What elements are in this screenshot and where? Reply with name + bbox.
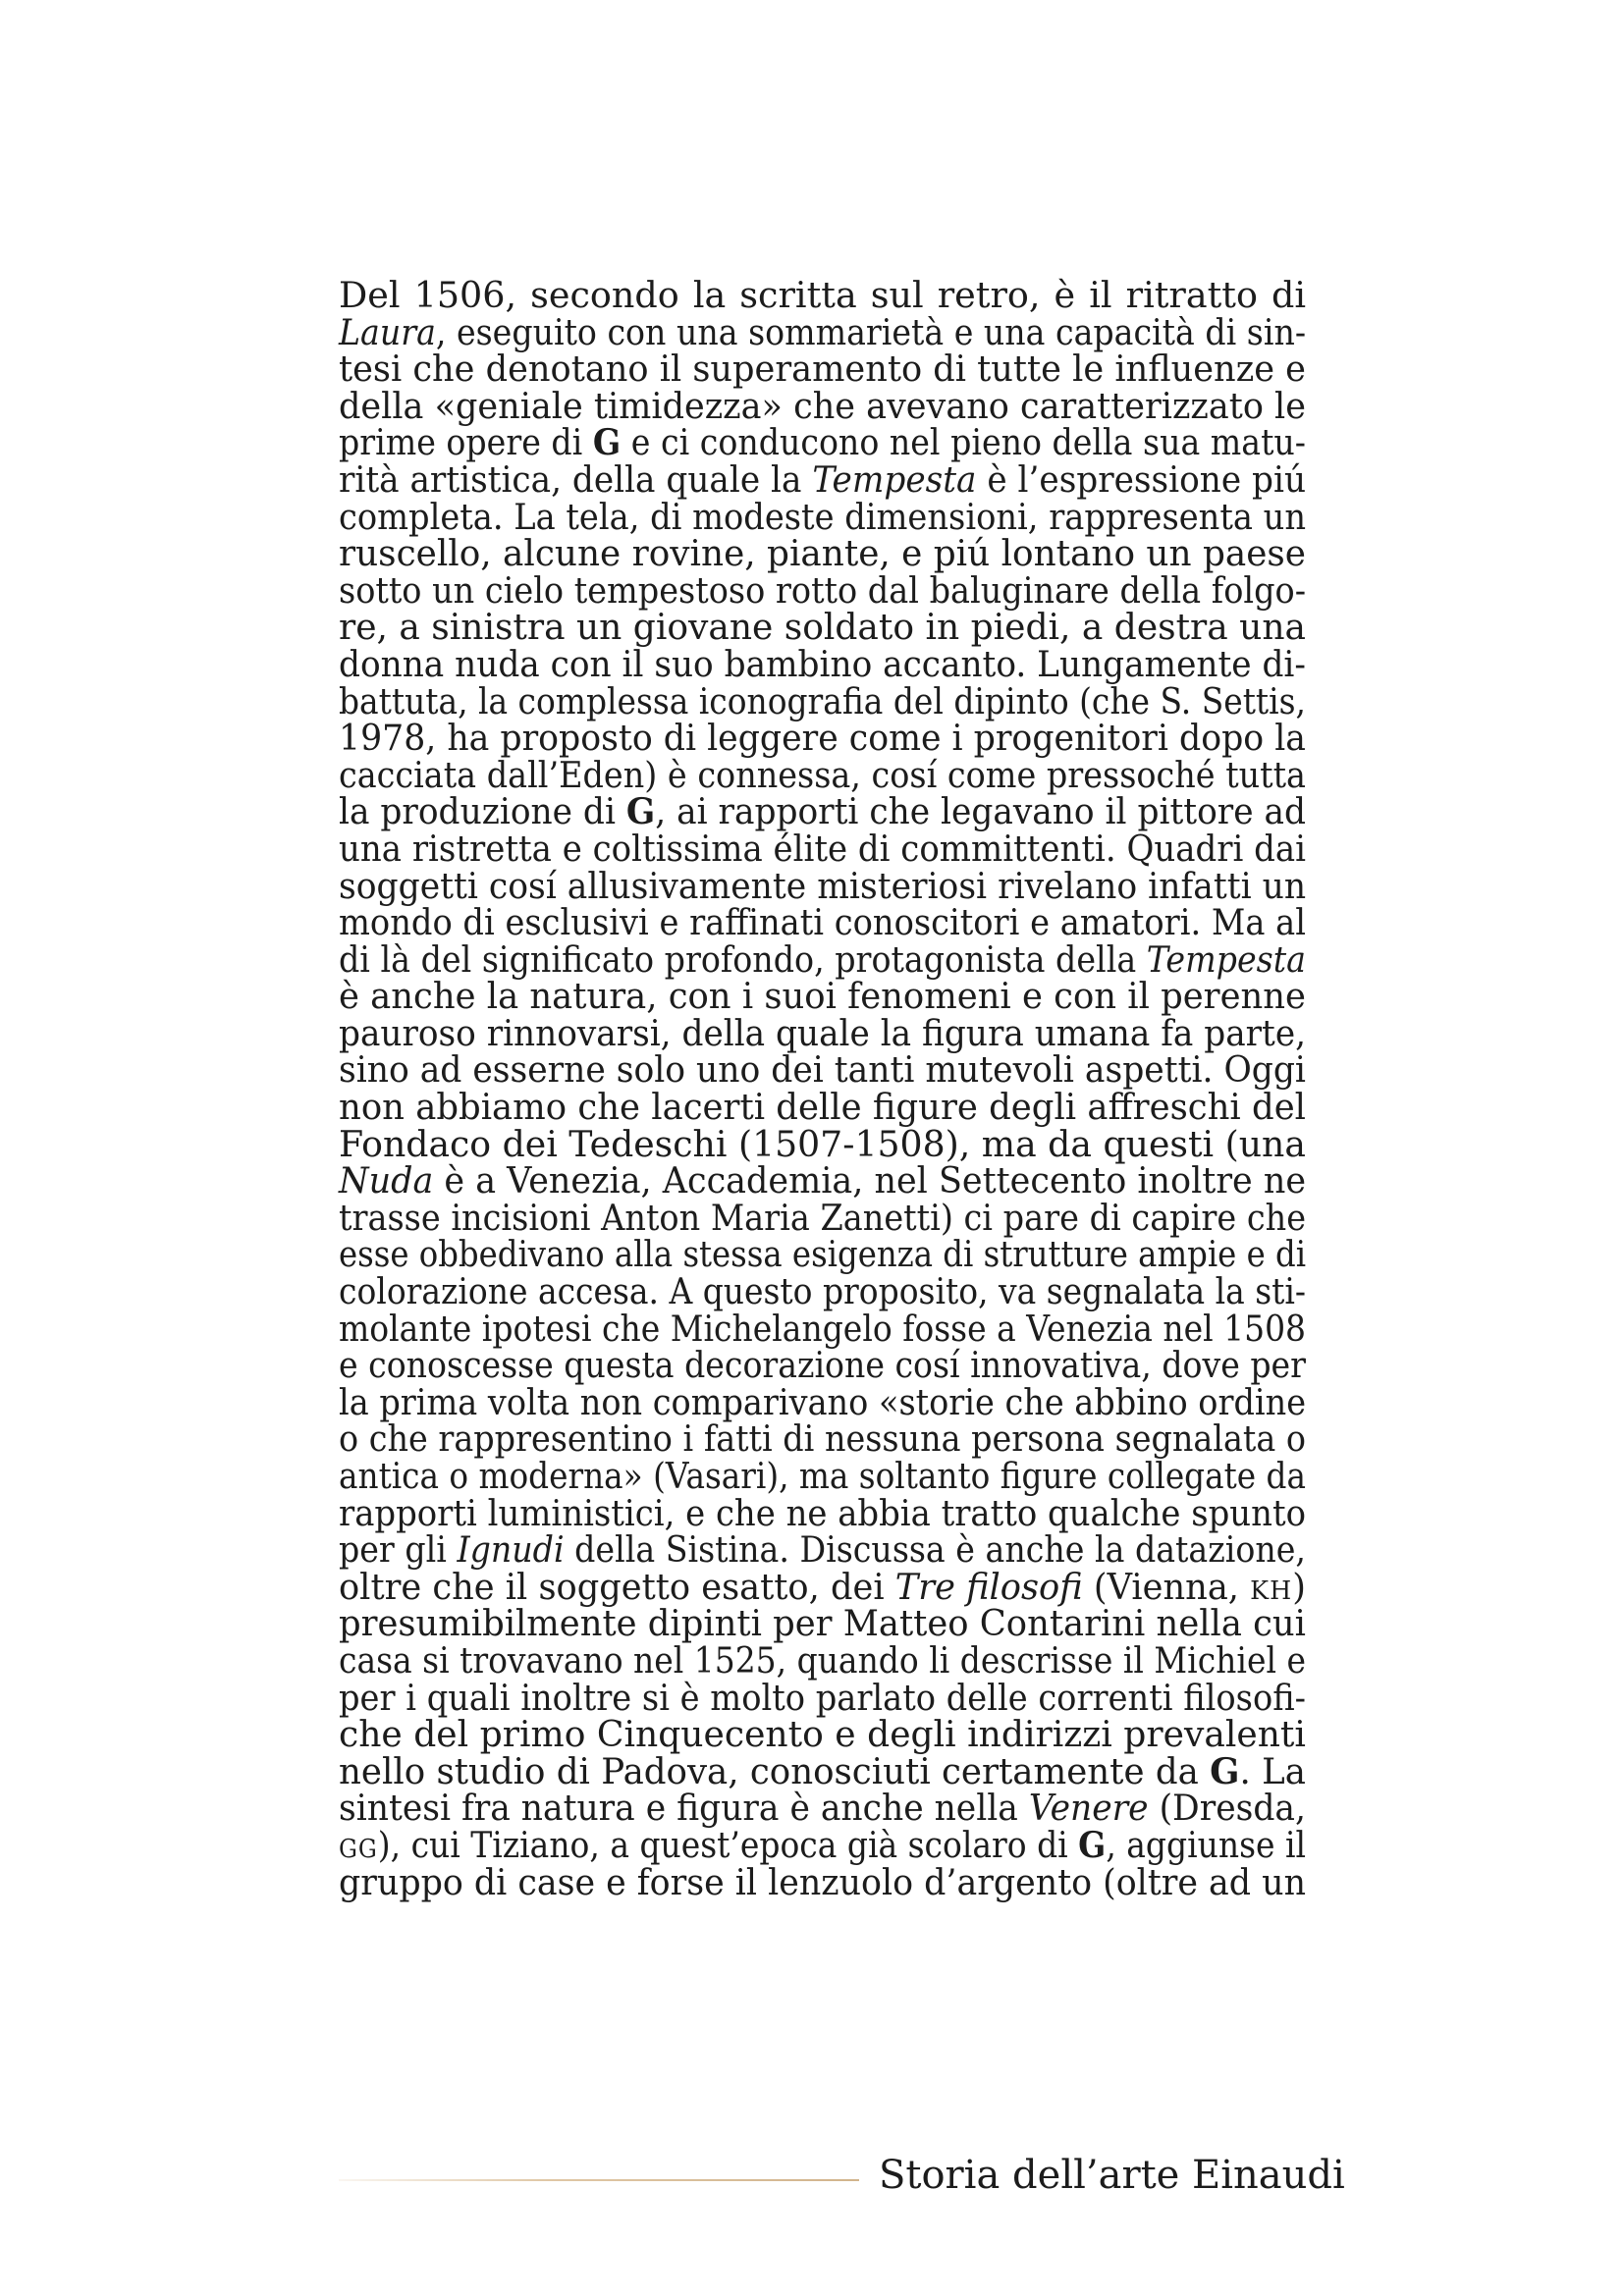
text-line (339, 975, 1306, 1018)
text-line (339, 568, 1307, 612)
text-line (339, 1602, 1306, 1645)
author-initial: G (1078, 1823, 1107, 1866)
text-segment: trasse incisioni Anton Maria Zanetti) ci pare di capire che (339, 1196, 1307, 1239)
text-segment: , aggiunse il (1106, 1823, 1307, 1866)
text-segment: (Dresda, (1148, 1787, 1306, 1830)
text-line (339, 495, 1307, 538)
text-line (339, 1086, 1307, 1129)
text-line (339, 347, 1306, 391)
text-segment: della «geniale timidezza» che avevano caratterizzato le (339, 384, 1306, 427)
text-segment: e ci conducono nel pieno della sua matu- (621, 421, 1307, 464)
text-line (339, 937, 1306, 981)
text-segment: la prima volta non comparivano «storie che abbino ordine (339, 1380, 1307, 1423)
text-segment: è anche la natura, con i suoi fenomeni e con il perenne (339, 975, 1306, 1018)
text-segment: sino ad esserne solo uno dei tanti mutevoli aspetti. Oggi (339, 1048, 1306, 1092)
text-line (339, 1159, 1307, 1202)
text-segment: (Vienna, (1082, 1565, 1251, 1608)
footer-rule (339, 2179, 859, 2181)
text-segment: è a Venezia, Accademia, nel Settecento inoltre ne (433, 1159, 1307, 1202)
text-segment: Fondaco dei Tedeschi (1507-1508), ma da questi (una (339, 1122, 1306, 1165)
text-line (339, 1787, 1306, 1830)
text-segment: cacciata dall’Eden) è connessa, cosí come pressoché tutta (339, 753, 1306, 796)
text-segment: non abbiamo che lacerti delle figure degli affreschi del (339, 1086, 1307, 1129)
text-segment: una ristretta e coltissima élite di committenti. Quadri dai (339, 827, 1307, 870)
author-initial: G (592, 421, 622, 464)
text-segment: soggetti cosí allusivamente misteriosi rivelano infatti un (339, 864, 1307, 907)
italic-title: Tre filosofi (894, 1565, 1083, 1608)
text-segment: molante ipotesi che Michelangelo fosse a Venezia nel 1508 (339, 1307, 1307, 1350)
text-line (339, 1491, 1306, 1534)
text-segment: gruppo di case e forse il lenzuolo d’argento (oltre ad un (339, 1860, 1306, 1903)
text-segment: casa si trovavano nel 1525, quando li descrisse il Michiel e (339, 1638, 1306, 1682)
text-segment: pauroso rinnovarsi, della quale la figura umana fa parte, (339, 1011, 1307, 1054)
text-line (339, 827, 1307, 870)
text-segment: donna nuda con il suo bambino accanto. Lungamente di- (339, 642, 1306, 685)
text-line (339, 1011, 1307, 1054)
text-line (339, 1749, 1306, 1792)
text-segment: rità artistica, della quale la (339, 457, 813, 501)
text-segment: , eseguito con una sommarietà e una capacità di sin- (435, 310, 1307, 353)
italic-title: Venere (1028, 1787, 1149, 1830)
text-segment: ), cui Tiziano, a quest’epoca già scolaro di (377, 1823, 1079, 1866)
text-segment: sintesi fra natura e figura è anche nella (339, 1787, 1029, 1830)
text-line (339, 642, 1306, 685)
text-segment: ruscello, alcune rovine, piante, e piú lontano un paese (339, 532, 1306, 575)
text-line (339, 901, 1306, 944)
text-segment: . La (1239, 1749, 1306, 1792)
text-segment: per i quali inoltre si è molto parlato delle correnti filosofi- (339, 1676, 1307, 1719)
text-line (339, 457, 1307, 501)
text-segment: antica o moderna» (Vasari), ma soltanto figure collegate da (339, 1455, 1306, 1497)
text-line (339, 606, 1306, 649)
text-segment: tesi che denotano il superamento di tutte le influenze e (339, 347, 1306, 391)
text-line (339, 532, 1306, 575)
text-segment: rapporti luministici, e che ne abbia tratto qualche spunto (339, 1491, 1306, 1534)
text-segment: battuta, la complessa iconografia del dipinto (che S. Settis, (339, 679, 1306, 722)
author-initial: G (1210, 1749, 1240, 1792)
italic-title: Laura (339, 310, 436, 353)
text-segment: che del primo Cinquecento e degli indirizzi prevalenti (339, 1713, 1306, 1756)
text-segment: la produzione di (339, 790, 626, 833)
text-line (339, 1713, 1306, 1756)
text-line (339, 310, 1307, 353)
text-segment: re, a sinistra un giovane soldato in piedi, a destra una (339, 606, 1306, 649)
text-segment: oltre che il soggetto esatto, dei (339, 1565, 895, 1608)
text-line (339, 717, 1306, 760)
text-line (339, 1048, 1306, 1092)
text-segment: per gli (339, 1528, 458, 1572)
text-segment: o che rappresentino i fatti di nessuna persona segnalata o (339, 1417, 1306, 1461)
text-segment: completa. La tela, di modeste dimensioni, rappresenta un (339, 495, 1307, 538)
abbreviation: KH (1250, 1575, 1293, 1606)
body-text (339, 274, 1307, 1903)
text-segment: mondo di esclusivi e raffinati conoscitori e amatori. Ma al (339, 901, 1306, 944)
text-segment: colorazione accesa. A questo proposito, va segnalata la sti- (339, 1270, 1307, 1313)
text-line (339, 1196, 1307, 1239)
text-segment: di là del significato profondo, protagonista della (339, 937, 1147, 981)
text-segment: nello studio di Padova, conosciuti certamente da (339, 1749, 1211, 1792)
italic-title: Nuda (339, 1159, 434, 1202)
text-line (339, 1380, 1307, 1423)
text-line (339, 1676, 1307, 1719)
text-line (339, 1823, 1307, 1866)
text-line (339, 790, 1307, 833)
text-line (339, 384, 1306, 427)
author-initial: G (625, 790, 656, 833)
text-line (339, 679, 1306, 722)
text-line (339, 1417, 1306, 1461)
text-segment: prime opere di (339, 421, 593, 464)
text-segment: e conoscesse questa decorazione cosí innovativa, dove per (339, 1344, 1307, 1387)
text-line (339, 1307, 1307, 1350)
text-segment: presumibilmente dipinti per Matteo Contarini nella cui (339, 1602, 1306, 1645)
text-line (339, 1344, 1307, 1387)
text-line (339, 1565, 1306, 1608)
text-segment: della Sistina. Discussa è anche la datazione, (564, 1528, 1307, 1572)
text-line (339, 421, 1307, 464)
text-segment: esse obbedivano alla stessa esigenza di strutture ampie e di (339, 1233, 1307, 1276)
abbreviation: GG (339, 1834, 378, 1864)
text-segment: Del 1506, secondo la scritta sul retro, è il ritratto di (339, 274, 1307, 316)
text-segment: 1978, ha proposto di leggere come i progenitori dopo la (339, 717, 1306, 760)
text-line (339, 1528, 1307, 1572)
italic-title: Tempesta (812, 457, 977, 501)
text-segment: , ai rapporti che legavano il pittore ad (655, 790, 1307, 833)
text-line (339, 1455, 1306, 1497)
text-segment: è l’espressione piú (976, 457, 1307, 501)
text-line (339, 1270, 1307, 1313)
text-line (339, 1860, 1306, 1903)
footer-title: Storia dell’arte Einaudi (879, 2153, 1345, 2198)
text-segment: sotto un cielo tempestoso rotto dal baluginare della folgo- (339, 568, 1307, 612)
italic-title: Tempesta (1146, 937, 1306, 981)
text-line (339, 1638, 1306, 1682)
text-segment: ) (1292, 1565, 1306, 1608)
text-line (339, 1233, 1307, 1276)
text-line (339, 274, 1307, 316)
text-line (339, 864, 1307, 907)
text-line (339, 753, 1306, 796)
italic-title: Ignudi (457, 1528, 565, 1572)
text-line (339, 1122, 1306, 1165)
